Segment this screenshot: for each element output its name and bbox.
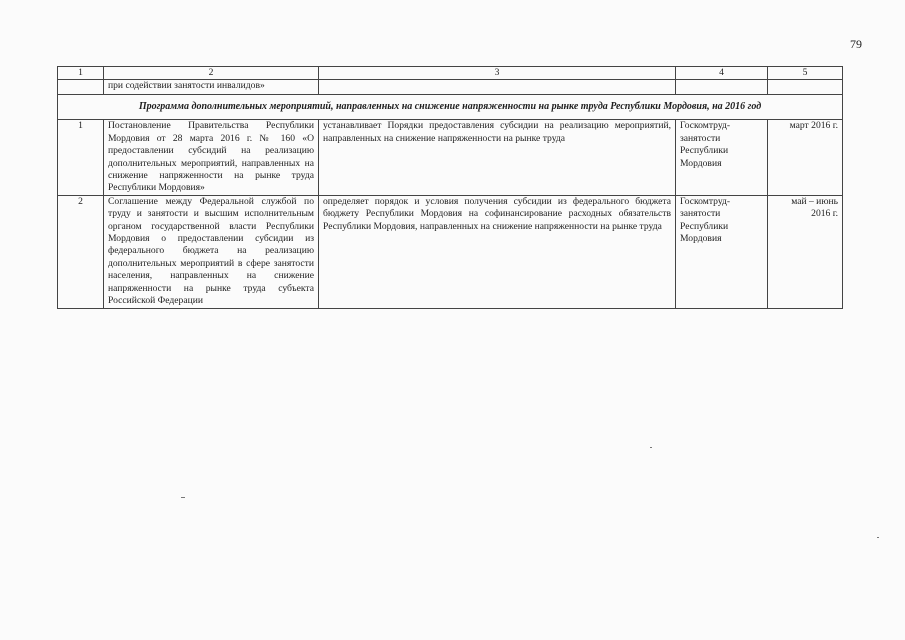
document-name: Постановление Правительства Республики Мордовия от 28 марта 2016 г. № 160 «О предоставлении субсидий на реализацию дополнительных мероприятий, направленных на снижение напряженности на рынке труда Республики Мордовия» [104,120,319,195]
column-number: 1 [58,67,104,80]
scan-speck [181,497,185,498]
continuation-row [58,80,843,95]
page-number: 79 [850,37,862,51]
responsible-executor: Госкомтруд-занятости Республики Мордовия [676,195,768,308]
table-row [58,195,843,308]
table-row [58,120,843,195]
column-number: 2 [104,67,319,80]
section-title: Программа дополнительных мероприятий, направленных на снижение напряженности на рынке труда Республики Мордовия, на 2016 год [58,95,843,120]
document-name: Соглашение между Федеральной службой по труду и занятости и высшим исполнительным органом государственной власти Республики Мордовия о предоставлении субсидии из федерального бюджета на реализацию дополнительных мероприятий в сфере занятости населения, направленных на снижение напряженности на рынке труда субъекта Российской Федерации [104,195,319,308]
measures-table [57,66,843,309]
adoption-date: май – июнь 2016 г. [768,195,843,308]
column-number-row [58,67,843,80]
document-description: определяет порядок и условия получения субсидии из федерального бюджета бюджету Республики Мордовия на софинансирование расходных обязательств Республики Мордовия, направленных на снижение напряженности на рынке труда [319,195,676,308]
column-number: 3 [319,67,676,80]
column-number: 5 [768,67,843,80]
row-number: 2 [58,195,104,308]
document-description: устанавливает Порядки предоставления субсидии на реализацию мероприятий, направленных на снижение напряженности на рынке труда [319,120,676,195]
scan-speck [650,447,652,448]
continuation-text: при содействии занятости инвалидов» [104,80,319,95]
adoption-date: март 2016 г. [768,120,843,195]
section-heading-row [58,95,843,120]
column-number: 4 [676,67,768,80]
scan-speck [877,537,879,538]
row-number: 1 [58,120,104,195]
responsible-executor: Госкомтруд-занятости Республики Мордовия [676,120,768,195]
